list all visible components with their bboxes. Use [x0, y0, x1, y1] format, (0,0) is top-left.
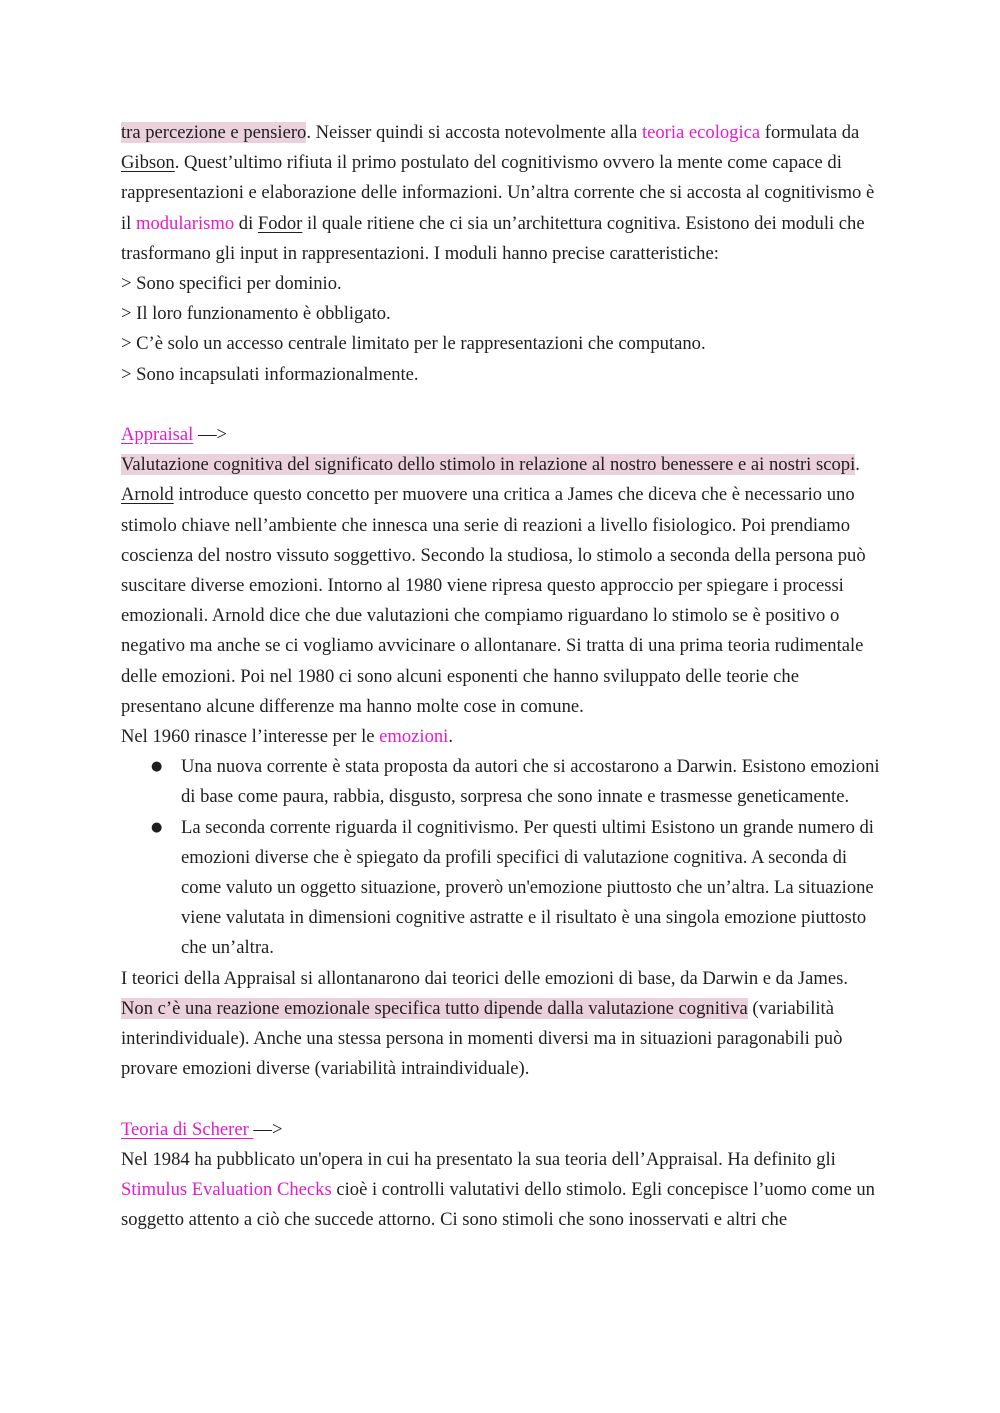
term-modularismo: modularismo: [135, 212, 235, 234]
paragraph-arnold: [121, 480, 881, 722]
name-fodor: Fodor: [257, 212, 303, 234]
paragraph-scherer: [121, 1145, 881, 1236]
paragraph-neisser: [121, 118, 881, 269]
term-stimulus-evaluation-checks: Stimulus Evaluation Checks: [121, 1179, 332, 1201]
text-span: (variabilità interindividuale). Anche una stessa persona in momenti diversi ma in situazioni paragonabili può provare emozioni diverse (variabilità intraindividuale).: [121, 997, 843, 1080]
highlight-text: Valutazione cognitiva del significato dello stimolo in relazione al nostro benessere e ai nostri scopi: [121, 454, 856, 476]
bullet-item: ● Una nuova corrente è stata proposta da autori che si accostarono a Darwin. Esistono emozioni di base come paura, rabbia, disgusto, sorpresa che sono innate e trasmesse geneticamente.: [181, 752, 881, 812]
name-gibson: Gibson: [121, 152, 175, 174]
text-span: Nel 1960 rinasce l’interesse per le: [121, 726, 380, 748]
feature-line: > Sono specifici per dominio.: [121, 273, 342, 295]
feature-line: > Il loro funzionamento è obbligato.: [121, 303, 391, 325]
text-span: .: [448, 726, 454, 748]
term-emozioni: emozioni: [379, 726, 449, 748]
text-span: di: [234, 212, 258, 234]
feature-line: > Sono incapsulati informazionalmente.: [121, 363, 419, 385]
heading-appraisal-title: Appraisal: [121, 424, 194, 446]
term-teoria-ecologica: teoria ecologica: [641, 122, 761, 143]
document-page: [121, 118, 881, 1235]
text-span: il quale ritiene che ci sia un’architettura cognitiva. Esistono dei moduli che trasformano gli input in rappresentazioni. I moduli hanno precise caratteristiche:: [121, 212, 865, 264]
feature-line: > C’è solo un accesso centrale limitato per le rappresentazioni che computano.: [121, 333, 706, 355]
text-span: . Quest’ultimo rifiuta il primo postulato del cognitivismo ovvero la mente come capace di rappresentazioni e elaborazione delle informazioni. Un’altra corrente che si accosta al cognitivismo è il: [121, 152, 875, 234]
heading-arrow: —>: [193, 424, 228, 446]
highlight-text: tra percezione e pensiero: [121, 122, 307, 143]
text-span: . Neisser quindi si accosta notevolmente alla: [306, 122, 642, 143]
paragraph-no-reazione: [121, 994, 881, 1085]
text-span: introduce questo concetto per muovere una critica a James che diceva che è necessario uno stimolo chiave nell’ambiente che innesca una serie di reazioni a livello fisiologico. Poi prendiamo coscienza del nostro vissuto soggettivo. Secondo la studiosa, lo stimolo a seconda della persona può suscitare diverse emozioni. Intorno al 1980 viene ripresa questo approccio per spiegare i processi emozionali. Arnold dice che due valutazioni che compiamo riguardano lo stimolo se è positivo o negativo ma anche se ci vogliamo avvicinare o allontanare. Si tratta di una prima teoria rudimentale delle emozioni. Poi nel 1980 ci sono alcuni esponenti che hanno sviluppato delle teorie che presentano alcune differenze ma hanno molte cose in comune.: [121, 484, 866, 717]
text-span: .: [855, 454, 860, 476]
highlight-text: Non c’è una reazione emozionale specifica tutto dipende dalla valutazione cognitiva: [121, 997, 748, 1019]
text-span: formulata da: [760, 122, 860, 143]
heading-arrow: —>: [253, 1118, 283, 1140]
name-arnold: Arnold: [121, 484, 174, 506]
paragraph-1960: [121, 722, 881, 752]
heading-scherer-title: Teoria di Scherer: [121, 1118, 254, 1140]
heading-scherer: [121, 1115, 881, 1145]
bullet-item: ● La seconda corrente riguarda il cognitivismo. Per questi ultimi Esistono un grande numero di emozioni diverse che è spiegato da profili specifici di valutazione cognitiva. A seconda di come valuto un oggetto situazione, proverò un'emozione piuttosto che un’altra. La situazione viene valutata in dimensioni cognitive astratte e il risultato è una singola emozione piuttosto che un’altra.: [181, 813, 881, 964]
bullet-list: [121, 752, 881, 963]
appraisal-definition: [121, 450, 881, 480]
text-span: Nel 1984 ha pubblicato un'opera in cui ha presentato la sua teoria dell’Appraisal. Ha definito gli: [121, 1148, 836, 1170]
text-span: cioè i controlli valutativi dello stimolo. Egli concepisce l’uomo come un soggetto attento a ciò che succede attorno. Ci sono stimoli che sono inosservati e altri che: [121, 1179, 875, 1231]
heading-appraisal: [121, 420, 881, 450]
paragraph-teorici: I teorici della Appraisal si allontanarono dai teorici delle emozioni di base, da Darwin e da James.: [121, 967, 848, 989]
